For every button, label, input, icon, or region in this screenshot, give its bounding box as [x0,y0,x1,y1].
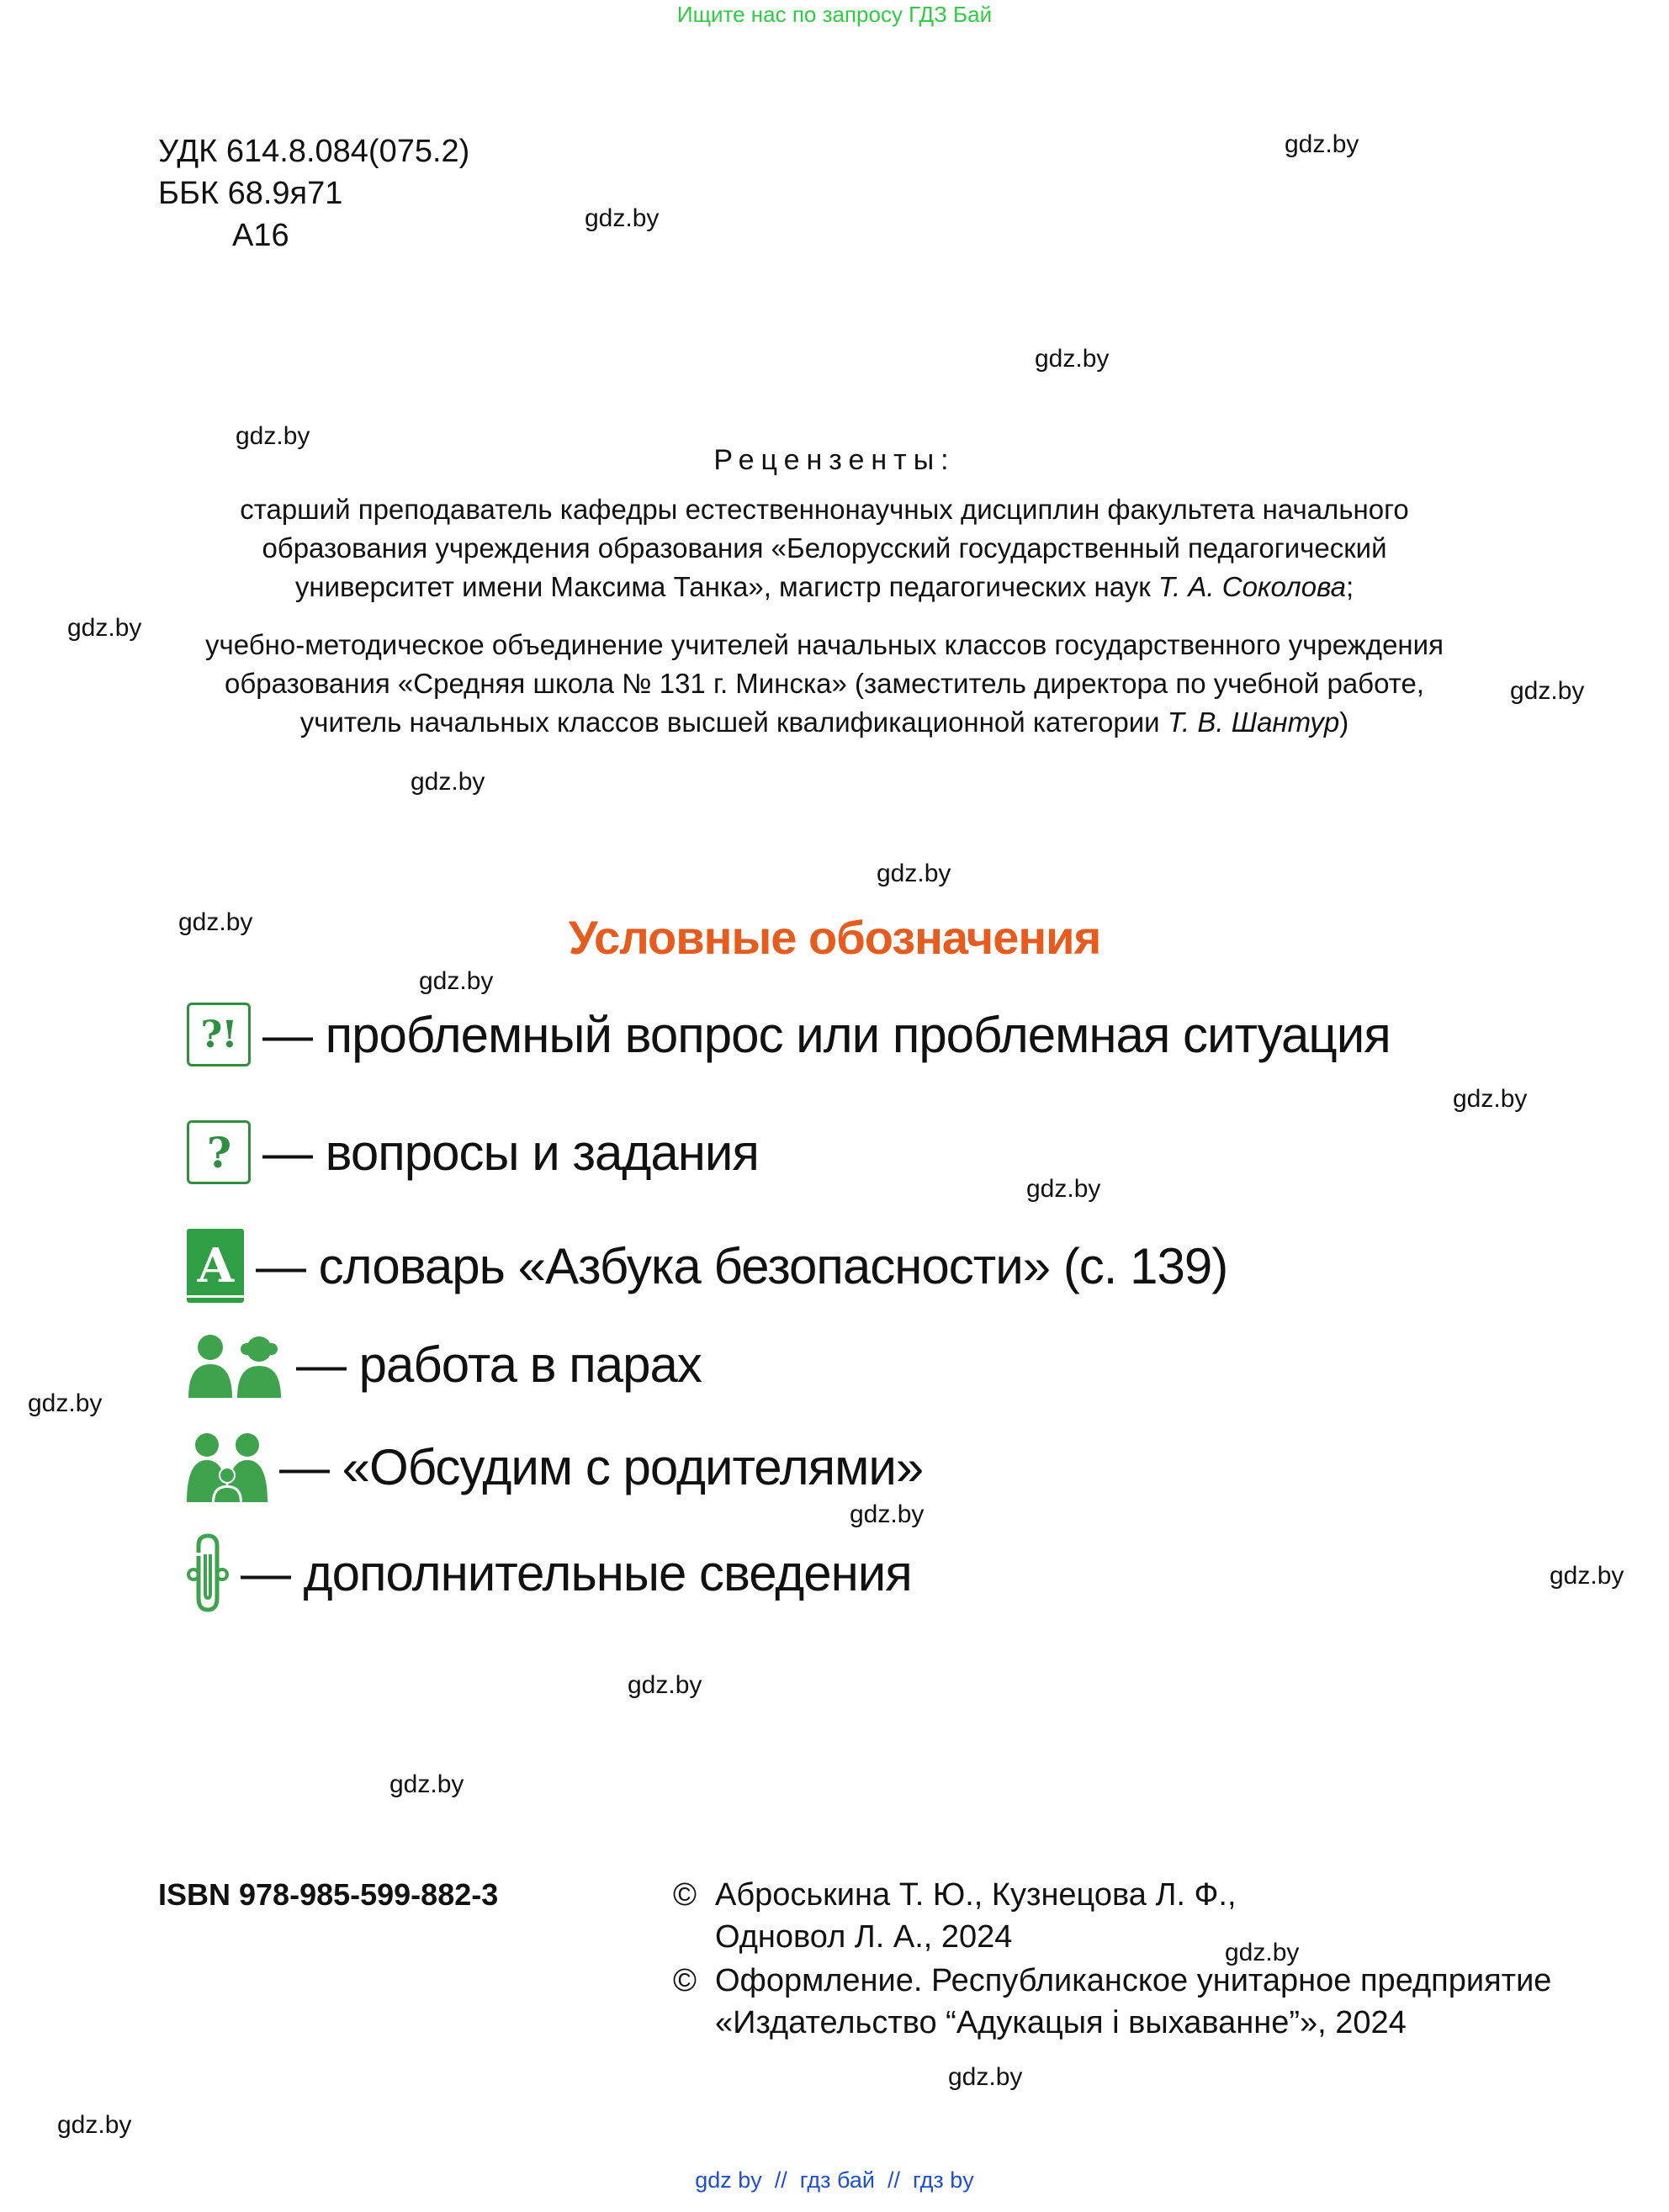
legend-item-label: — «Обсудим с родителями» [279,1438,924,1495]
reviewer-first-name: Т. А. Соколова [1158,571,1346,602]
udk-code: УДК 614.8.084(075.2) [158,134,470,169]
reviewer-second [151,626,1497,742]
top-banner: Ищите нас по запросу ГДЗ Бай [676,2,993,27]
legend-item-label: — вопросы и задания [262,1124,759,1181]
watermark: gdz.by [1550,1562,1624,1590]
legend-item-dictionary [187,1224,1227,1308]
legend-item-pairs [187,1322,702,1406]
legend-item-label: — дополнительные сведения [241,1544,912,1601]
author-code: А16 [232,218,289,253]
reviewer-second-line: образования «Средняя школа № 131 г. Минска» (заместитель директора по учебной работе, [225,668,1424,699]
problem-question-icon: ?! [187,1003,251,1066]
watermark: gdz.by [389,1770,464,1798]
copyright-authors [673,1874,1262,1958]
legend-item-label: — словарь «Азбука безопасности» (с. 139) [256,1237,1228,1294]
parents-discussion-icon [187,1431,268,1502]
watermark: gdz.by [1026,1175,1101,1203]
copyright-design [673,1960,1598,2044]
watermark: gdz.by [1285,130,1359,158]
reviewers-title: Рецензенты: [713,444,956,476]
bbk-code: ББК 68.9я71 [158,176,343,211]
footer-links[interactable]: gdz by // гдз бай // гдз by [695,2167,974,2193]
watermark: gdz.by [236,422,310,450]
legend-item-parents [187,1425,923,1509]
watermark: gdz.by [850,1500,925,1528]
isbn: ISBN 978-985-599-882-3 [158,1877,499,1912]
watermark: gdz.by [67,614,142,642]
legend-title: Условные обозначения [568,911,1101,964]
legend-item-label: — работа в парах [296,1336,702,1393]
copyright-symbol: © [673,1963,697,1998]
reviewer-first [151,490,1497,606]
copyright-authors-line: Аброськина Т. Ю., Кузнецова Л. Ф., [715,1877,1237,1913]
copyright-design-line: «Издательство “Адукацыя і выхаванне”», 2024 [715,2005,1407,2040]
watermark: gdz.by [1035,345,1110,373]
paperclip-icon [187,1531,229,1615]
watermark: gdz.by [28,1389,103,1417]
reviewer-first-line: университет имени Максима Танка», магистр педагогических наук Т. А. Соколова; [294,571,1354,602]
legend-item-label: — проблемный вопрос или проблемная ситуация [262,1006,1391,1063]
watermark: gdz.by [948,2063,1023,2091]
copyright-design-line: Оформление. Республиканское унитарное предприятие [715,1963,1552,1998]
classification-block [158,130,469,257]
copyright-authors-line: Одновол Л. А., 2024 [715,1919,1013,1955]
watermark: gdz.by [411,768,485,796]
legend-item-questions [187,1110,759,1194]
watermark: gdz.by [57,2111,132,2139]
reviewer-second-name: Т. В. Шантур [1167,706,1340,738]
watermark: gdz.by [419,967,494,995]
reviewer-first-line: образования учреждения образования «Белорусский государственный педагогический [262,532,1387,564]
watermark: gdz.by [1510,677,1585,705]
reviewer-first-line: старший преподаватель кафедры естественнонаучных дисциплин факультета начального [240,494,1409,525]
watermark: gdz.by [1453,1085,1528,1113]
question-icon: ? [187,1120,251,1184]
watermark: gdz.by [1225,1939,1300,1966]
dictionary-book-icon: А [187,1229,244,1303]
watermark: gdz.by [585,204,660,232]
reviewer-second-line: учебно-методическое объединение учителей начальных классов государственного учреждения [205,629,1444,660]
legend-item-problem [187,992,1391,1077]
reviewer-second-line: учитель начальных классов высшей квалификационной категории Т. В. Шантур) [299,706,1349,738]
pair-work-icon [187,1331,284,1398]
watermark: gdz.by [877,860,951,887]
watermark: gdz.by [178,908,253,936]
legend-item-extra-info [187,1531,912,1615]
copyright-symbol: © [673,1877,697,1913]
watermark: gdz.by [628,1671,702,1699]
